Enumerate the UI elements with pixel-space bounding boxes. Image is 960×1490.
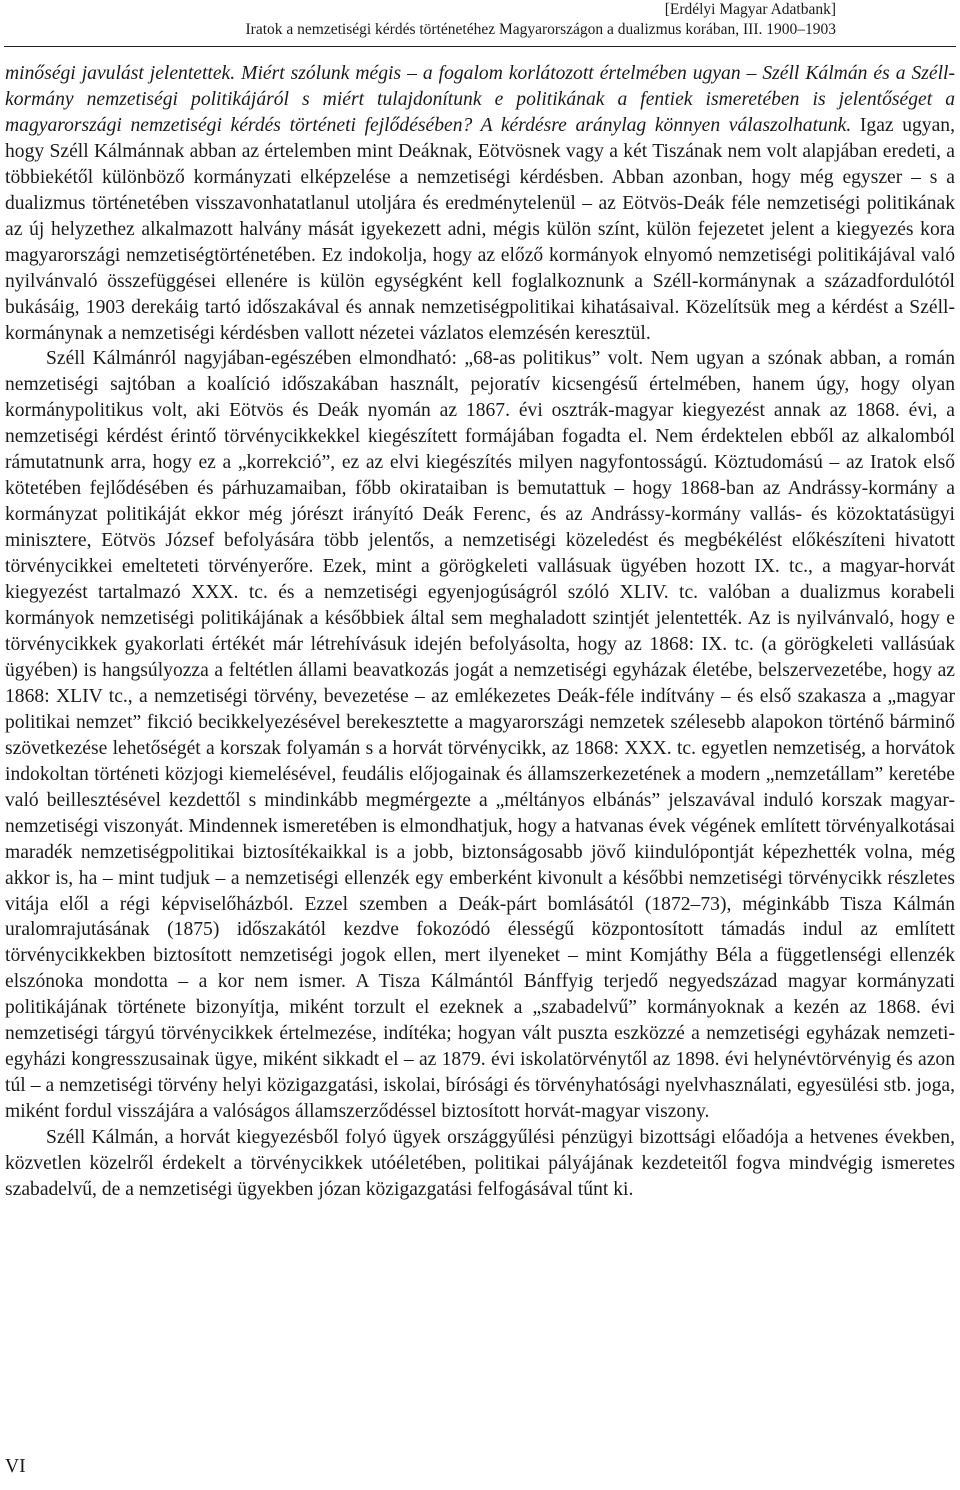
header-divider: [4, 46, 956, 47]
paragraph-2: Széll Kálmánról nagyjában-egészében elmondható: „68-as politikus” volt. Nem ugyan a szónak abban, a román nemzetiségi sajtóban a koalíció időszakában használt, pejoratív kicsengésű értelmében, hanem úgy, hogy olyan kormánypolitikus volt, aki Eötvös és Deák nyomán az 1867. évi osztrák-magyar kiegyezést annak az 1868. évi, a nemzetiségi kérdést érintő törvénycikkekkel kiegészített formájában fogadta el. Nem érdektelen ebből az alkalomból rámutatnunk arra, hogy ez a „korrekció”, ez az elvi kiegészítés milyen nagyfontosságú. Köztudomású – az Iratok első kötetében fejlődésében és párhuzamaiban, főbb okirataiban is bemutattuk – hogy 1868-ban az Andrássy-kormány a kormányzat politikáját ekkor még jórészt irányító Deák Ferenc, és az Andrássy-kormány vallás- és közoktatásügyi minisztere, Eötvös József befolyására több jelentős, a nemzetiségi közeledést és megbékélést előkészíteni hivatott törvénycikkei emelteteti törvényerőre. Ezek, mint a görögkeleti vallásuak ügyében hozott IX. tc., a magyar-horvát kiegyezést tartalmazó XXX. tc. és a nemzetiségi egyenjogúságról szóló XLIV. tc. valóban a dualizmus korabeli kormányok nemzetiségi politikájának a későbbiek által sem meghaladott szintjét jelentették. Az is nyilvánvaló, hogy e törvénycikkek gyakorlati értékét már létrehívásuk idején befolyásolta, hogy az 1868: IX. tc. (a görögkeleti vallásúak ügyében) is hangsúlyozza a feltétlen állami beavatkozás jogát a nemzetiségi egyházak életébe, belszervezetébe, hogy az 1868: XLIV tc., a nemzetiségi törvény, bevezetése – az emlékezetes Deák-féle indítvány – és első szakasza a „magyar politikai nemzet” fikció becikkelyezésével berekesztette a magyarországi nemzetek szélesebb alapokon történő bárminő szövetkezése lehetőségét a korszak folyamán s a horvát törvénycikk, az 1868: XXX. tc. egyetlen nemzetiség, a horvátok indokoltan történeti közjogi kiemelésével, feudális előjogainak és államszerkezetének a modern „nemzetállam” keretébe való beillesztésével kezdettől s mindinkább megmérgezte a „méltányos elbánás” jelszavával induló korszak magyar-nemzetiségi viszonyát. Mindennek ismeretében is elmondhatjuk, hogy a hatvanas évek végének említett törvényalkotásai maradék nemzetiségpolitikai biztosítékaikkal is a jobb, biztonságosabb jövő kiindulópontját képezhették volna, még akkor is, ha – mint tudjuk – a nemzetiségi ellenzék egy emberként kivonult a későbbi nemzetiségi törvénycikk részletes vitája elől a régi képviselőházból. Ezzel szemben a Deák-párt bomlásától (1872–73), méginkább Tisza Kálmán uralomrajutásának (1875) időszakától kezdve fokozódó élességű központosított támadás indul az említett törvénycikkekben biztosított nemzetiségi jogok ellen, mert ilyeneket – mint Komjáthy Béla a függetlenségi ellenzék elszónoka mondotta – a kor nem ismer. A Tisza Kálmántól Bánffyig terjedő negyedszázad magyar kormányzati politikájának története bizonyítja, miként torzult el ezeknek a „szabadelvű” kormányoknak a kezén az 1868. évi nemzetiségi tárgyú törvénycikkek értelmezése, indítéka; hogyan vált puszta eszközzé a nemzetiségi egyházak nemzeti-egyházi kongresszusainak ügye, miként sikkadt el – az 1879. évi iskolatörvénytől az 1898. évi helynévtörvényig és azon túl – a nemzetiségi törvény helyi közigazgatási, iskolai, bírósági és törvényhatósági nyelvhasználati, egyesülési stb. joga, miként fordul visszájára a valóságos államszerződéssel biztosított horvát-magyar viszony.: [5, 348, 956, 1123]
paragraph-3: Széll Kálmán, a horvát kiegyezésből folyó ügyek országgyűlési pénzügyi bizottsági előadója a hetvenes években, közvetlen közelről érdekelt a törvénycikkek utóéletében, politikai pályájának kezdeteitől fogva mindvégig ismeretes szabadelvű, de a nemzetiségi ügyekben józan közigazgatási felfogásával tűnt ki.: [5, 1127, 955, 1200]
header-source: [Erdélyi Magyar Adatbank]: [664, 1, 836, 18]
header-title: Iratok a nemzetiségi kérdés történetéhez Magyarországon a dualizmus korában, III. 1900–1903: [245, 21, 836, 38]
paragraph-1-italic: minőségi javulást jelentettek. Miért szólunk mégis – a fogalom korlátozott értelmében ugyan – Széll Kálmán és a Széll-kormány nemzetiségi politikájáról s miért tulajdonítunk e politikának a fentiek ismeretében is jelentőséget a magyarországi nemzetiségi kérdés történeti fejlődésében? A kérdésre aránylag könnyen válaszolhatunk.: [5, 63, 955, 136]
paragraph-1: [5, 61, 955, 346]
running-header: [56, 0, 836, 40]
body-text: [5, 61, 955, 1203]
page-number: VI: [5, 1456, 26, 1477]
paragraph-1-regular: Igaz ugyan, hogy Széll Kálmánnak abban az értelemben mint Deáknak, Eötvösnek vagy a két Tiszának nem volt alapjában eredeti, a többiekétől különböző kormányzati elképzelése a nemzetiségi kérdésben. Abban azonban, hogy még egyszer – s a dualizmus történetében visszavonhatatlanul utoljára és eredménytelenül – az Eötvös-Deák féle nemzetiségi politikának az új helyzethez alkalmazott halvány mását igyekezett adni, mégis külön színt, külön fejezetet jelent a kiegyezés kora magyarországi nemzetiségtörténetében. Ez indokolja, hogy az előző kormányok elnyomó nemzetiségi politikájával való nyilvánvaló összefüggései ellenére is külön egységként kell foglalkoznunk a Széll-kormánynak a századfordulótól bukásáig, 1903 derekáig tartó időszakával és annak nemzetiségpolitikai kihatásaival. Közelítsük meg a kérdést a Széll-kormánynak a nemzetiségi kérdésben vallott nézetei vázlatos elemzésén keresztül.: [5, 114, 955, 344]
